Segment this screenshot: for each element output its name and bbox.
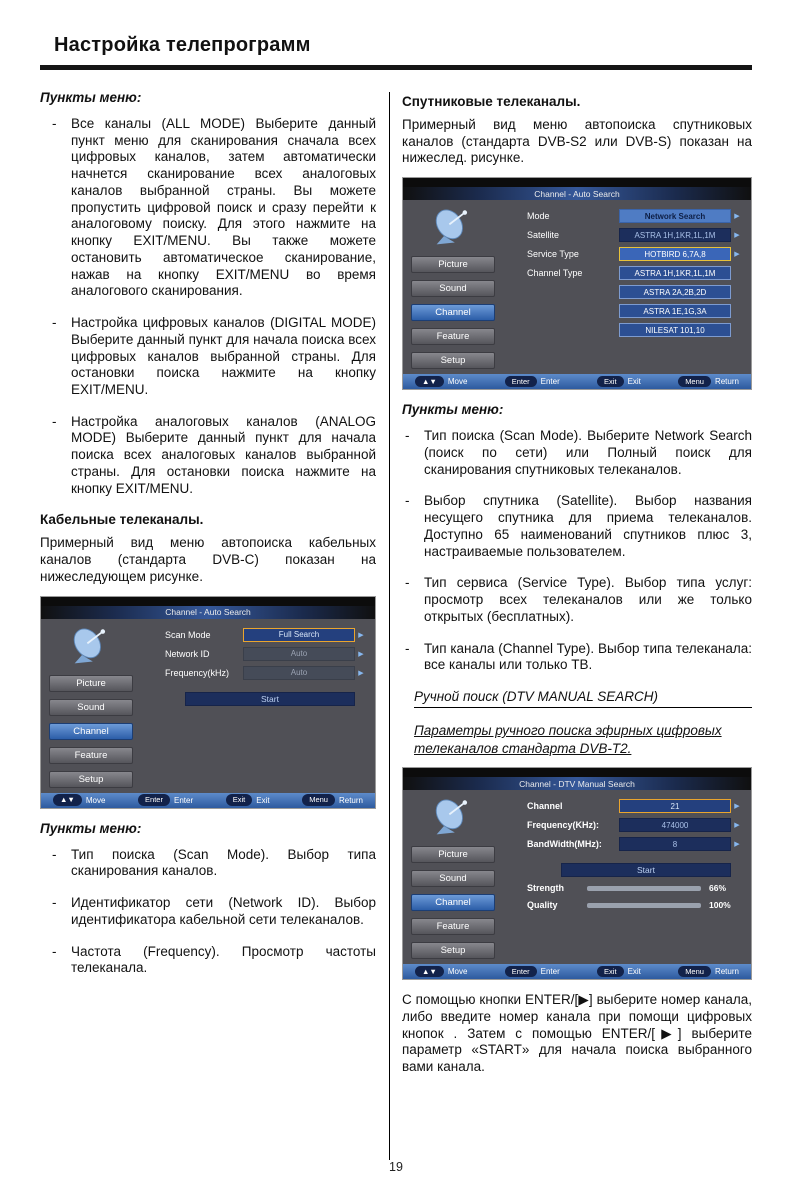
frequency-value[interactable]: 474000 bbox=[619, 818, 731, 832]
footer-enter bbox=[138, 794, 193, 806]
bullet-text: Выбор спутника (Satellite). Выбор названия несущего спутника для приема телеканалов. Доступно 65 наименований спутников плюс 3, настраиваемые пользователем. bbox=[424, 493, 752, 559]
row-start bbox=[503, 863, 743, 877]
bullet-text: Тип канала (Channel Type). Выбор типа телеканала: все каналы или только ТВ. bbox=[424, 640, 752, 673]
field-label: BandWidth(MHz): bbox=[527, 839, 602, 850]
list-item bbox=[402, 641, 752, 674]
tv-sidebar-feature[interactable]: Feature bbox=[49, 747, 133, 764]
dropdown-option[interactable]: ASTRA 1H,1KR,1L,1M bbox=[619, 266, 731, 280]
tv-sidebar-setup[interactable]: Setup bbox=[411, 942, 495, 959]
row-frequency bbox=[503, 818, 743, 832]
arrow-right-icon: ▶ bbox=[358, 631, 364, 639]
tv-top-strip bbox=[403, 768, 751, 777]
spacer bbox=[503, 856, 743, 863]
strength-label: Strength bbox=[527, 883, 564, 894]
list-item bbox=[40, 847, 376, 880]
tv-body bbox=[403, 200, 751, 374]
cable-intro: Примерный вид меню автопоиска кабельных каналов (стандарта DVB-C) показан на нижеследующем рисунке. bbox=[40, 535, 376, 584]
page-title: Настройка телепрограмм bbox=[54, 34, 311, 56]
tv-window-title bbox=[403, 187, 751, 200]
network-id-value[interactable]: Auto bbox=[243, 647, 355, 661]
screenshot-dtv-manual-search bbox=[402, 767, 752, 980]
footer-label: Enter bbox=[540, 377, 560, 387]
bullet-dash: - bbox=[52, 315, 57, 331]
menu-key-icon: Menu bbox=[678, 966, 711, 978]
tv-sidebar-feature[interactable]: Feature bbox=[411, 328, 495, 345]
list-item bbox=[402, 493, 752, 560]
menu-items-heading-3: Пункты меню: bbox=[402, 402, 504, 418]
bullet-dash: - bbox=[52, 116, 57, 131]
page-number: 19 bbox=[389, 1160, 403, 1174]
dropdown-row bbox=[503, 304, 743, 318]
list-item bbox=[40, 944, 376, 977]
cable-menu-list bbox=[40, 847, 376, 977]
channel-value[interactable]: 21 bbox=[619, 799, 731, 813]
row-start bbox=[141, 692, 367, 706]
footer-move bbox=[415, 376, 467, 388]
row-bandwidth bbox=[503, 837, 743, 851]
list-item bbox=[40, 895, 376, 928]
row-satellite bbox=[503, 228, 743, 242]
tv-sidebar-sound[interactable]: Sound bbox=[49, 699, 133, 716]
list-item bbox=[40, 315, 376, 399]
footer-label: Exit bbox=[627, 967, 641, 977]
manual-search-heading: Ручной поиск (DTV MANUAL SEARCH) bbox=[414, 689, 752, 708]
satellite-dish-icon bbox=[411, 207, 495, 249]
tv-content bbox=[141, 626, 367, 788]
bullet-text: Настройка цифровых каналов (DIGITAL MODE) Выберите данный пункт для начала поиска всех цифровых каналов выбранной страны. Для остановки поиска нажмите на кнопку EXIT/MENU. bbox=[71, 315, 376, 398]
footer-exit bbox=[597, 376, 641, 388]
footer-label: Move bbox=[447, 377, 468, 387]
field-label: Satellite bbox=[527, 230, 560, 241]
exit-key-icon: Exit bbox=[597, 966, 624, 978]
start-button[interactable]: Start bbox=[561, 863, 731, 877]
footer-enter bbox=[505, 376, 560, 388]
satellite-value[interactable]: ASTRA 1H,1KR,1L,1M bbox=[619, 228, 731, 242]
tv-sidebar bbox=[409, 207, 503, 369]
row-mode bbox=[503, 209, 743, 223]
list-item bbox=[402, 575, 752, 625]
screenshot-satellite-auto-search bbox=[402, 177, 752, 390]
tv-sidebar-feature[interactable]: Feature bbox=[411, 918, 495, 935]
row-channel-type bbox=[503, 266, 743, 280]
bullet-dash: - bbox=[52, 943, 57, 959]
bullet-text: Все каналы (ALL MODE) Выберите данный пункт меню для сканирования сначала всех цифровых каналов, затем автоматически начнется сканирование всех аналоговых каналов выбранной страны. Вы можете пропустить цифровой поиск и сразу перейти к аналоговому поиску. Для этого нажмите на кнопку EXIT/MENU. Вы также можете остановить автоматическое сканирование, нажав на кнопку EXIT/MENU во время аналогового сканирования. bbox=[71, 116, 376, 299]
footer-exit bbox=[597, 966, 641, 978]
tv-sidebar-sound[interactable]: Sound bbox=[411, 870, 495, 887]
footer-label: Exit bbox=[256, 795, 270, 805]
cable-heading: Кабельные телеканалы. bbox=[40, 512, 204, 528]
arrow-right-icon: ▶ bbox=[734, 841, 740, 849]
bullet-dash: - bbox=[405, 428, 410, 444]
arrow-right-icon: ▶ bbox=[734, 213, 740, 221]
dropdown-option[interactable]: ASTRA 2A,2B,2D bbox=[619, 285, 731, 299]
arrow-right-icon: ▶ bbox=[358, 650, 364, 658]
tv-footer bbox=[41, 793, 375, 808]
strength-percent: 66% bbox=[709, 883, 727, 894]
tv-footer bbox=[403, 374, 751, 389]
footer-label: Return bbox=[338, 795, 363, 805]
list-item bbox=[402, 428, 752, 478]
field-label: Scan Mode bbox=[165, 629, 211, 640]
row-quality bbox=[503, 900, 743, 910]
strength-bar bbox=[587, 886, 701, 891]
bullet-text: Частота (Frequency). Просмотр частоты телеканала. bbox=[71, 943, 376, 976]
bullet-dash: - bbox=[405, 575, 410, 591]
field-label: Service Type bbox=[527, 249, 579, 260]
bullet-text: Настройка аналоговых каналов (ANALOG MODE) Выберите данный пункт для начала поиска всех аналоговых каналов выбранной страны. Для остановки поиска нажмите на кнопку EXIT/MENU. bbox=[71, 413, 376, 496]
footer-label: Return bbox=[714, 967, 739, 977]
satellite-intro: Примерный вид меню автопоиска спутниковых каналов (стандарта DVB-S2 или DVB-S) показан на нижеслед. рисунке. bbox=[402, 117, 752, 166]
field-label: Channel bbox=[527, 801, 563, 812]
tv-sidebar-sound[interactable]: Sound bbox=[411, 280, 495, 297]
frequency-value[interactable]: Auto bbox=[243, 666, 355, 680]
quality-percent: 100% bbox=[709, 900, 731, 911]
tv-sidebar-channel[interactable]: Channel bbox=[49, 723, 133, 740]
tv-sidebar-channel[interactable]: Channel bbox=[411, 304, 495, 321]
spacer bbox=[141, 685, 367, 692]
row-network-id bbox=[141, 647, 367, 661]
footer-move bbox=[53, 794, 105, 806]
satellite-dish-icon bbox=[49, 626, 133, 668]
tv-body bbox=[403, 790, 751, 964]
updown-keys-icon: ▲▼ bbox=[415, 376, 444, 388]
page-header bbox=[40, 34, 752, 70]
satellite-dish-icon bbox=[411, 797, 495, 839]
row-strength bbox=[503, 883, 743, 893]
bullet-dash: - bbox=[405, 640, 410, 656]
tv-top-strip bbox=[403, 178, 751, 187]
tv-body bbox=[41, 619, 375, 793]
bullet-text: Тип сервиса (Service Type). Выбор типа услуг: просмотр всех телеканалов или же только открытых (бесплатных). bbox=[424, 575, 752, 624]
field-label: Mode bbox=[527, 211, 550, 222]
column-divider bbox=[389, 92, 390, 1160]
arrow-right-icon: ▶ bbox=[734, 251, 740, 259]
tv-sidebar-picture[interactable]: Picture bbox=[411, 256, 495, 273]
content-columns bbox=[40, 90, 752, 1190]
footer-menu bbox=[302, 794, 363, 806]
tv-window-title bbox=[41, 606, 375, 619]
tv-sidebar-setup[interactable]: Setup bbox=[411, 352, 495, 369]
enter-key-icon: Enter bbox=[505, 376, 537, 388]
left-column bbox=[40, 90, 376, 1190]
bullet-dash: - bbox=[405, 493, 410, 509]
tv-sidebar-picture[interactable]: Picture bbox=[49, 675, 133, 692]
field-label: Frequency(kHz) bbox=[165, 667, 230, 678]
row-service-type bbox=[503, 247, 743, 261]
list-item bbox=[40, 116, 376, 300]
arrow-right-icon: ▶ bbox=[734, 822, 740, 830]
footer-label: Move bbox=[85, 795, 106, 805]
right-column bbox=[402, 90, 752, 1190]
exit-key-icon: Exit bbox=[226, 794, 253, 806]
bandwidth-value[interactable]: 8 bbox=[619, 837, 731, 851]
dropdown-row bbox=[503, 323, 743, 337]
footer-label: Enter bbox=[173, 795, 194, 805]
closing-paragraph: С помощью кнопки ENTER/[▶] выберите номер канала, либо введите номер канала при помощи цифровых кнопок . Затем с помощью ENTER/[▶] выберите параметр «START» для начала поиска выбранного вами канала. bbox=[402, 992, 752, 1075]
quality-bar bbox=[587, 903, 701, 908]
exit-key-icon: Exit bbox=[597, 376, 624, 388]
dropdown-option[interactable]: ASTRA 1E,1G,3A bbox=[619, 304, 731, 318]
row-scan-mode bbox=[141, 628, 367, 642]
title-rule bbox=[40, 65, 752, 70]
tv-title-text: Channel - Auto Search bbox=[165, 607, 251, 618]
mode-value[interactable]: Network Search bbox=[619, 209, 731, 223]
tv-sidebar bbox=[409, 797, 503, 959]
scan-mode-value[interactable]: Full Search bbox=[243, 628, 355, 642]
enter-key-icon: Enter bbox=[505, 966, 537, 978]
quality-label: Quality bbox=[527, 900, 558, 911]
footer-label: Enter bbox=[540, 967, 560, 977]
tv-window-title bbox=[403, 777, 751, 790]
row-frequency bbox=[141, 666, 367, 680]
arrow-right-icon: ▶ bbox=[734, 232, 740, 240]
arrow-right-icon: ▶ bbox=[358, 669, 364, 677]
tv-content bbox=[503, 797, 743, 959]
tv-sidebar-channel[interactable]: Channel bbox=[411, 894, 495, 911]
row-channel bbox=[503, 799, 743, 813]
footer-menu bbox=[678, 966, 739, 978]
tv-content bbox=[503, 207, 743, 369]
tv-sidebar-picture[interactable]: Picture bbox=[411, 846, 495, 863]
enter-key-icon: Enter bbox=[138, 794, 170, 806]
arrow-right-icon: ▶ bbox=[734, 803, 740, 811]
tv-footer bbox=[403, 964, 751, 979]
footer-move bbox=[415, 966, 467, 978]
bullet-text: Тип поиска (Scan Mode). Выберите Network Search (поиск по сети) или Полный поиск для сканирования спутниковых телеканалов. bbox=[424, 428, 752, 477]
start-button[interactable]: Start bbox=[185, 692, 355, 706]
list-item bbox=[40, 414, 376, 498]
updown-keys-icon: ▲▼ bbox=[53, 794, 82, 806]
dropdown-option[interactable]: NILESAT 101,10 bbox=[619, 323, 731, 337]
menu-items-heading-1: Пункты меню: bbox=[40, 90, 142, 105]
updown-keys-icon: ▲▼ bbox=[415, 966, 444, 978]
bullet-text: Тип поиска (Scan Mode). Выбор типа сканирования каналов. bbox=[71, 846, 376, 879]
field-label: Frequency(KHz): bbox=[527, 820, 600, 831]
footer-menu bbox=[678, 376, 739, 388]
bullet-dash: - bbox=[52, 895, 57, 911]
footer-label: Move bbox=[447, 967, 468, 977]
footer-label: Exit bbox=[627, 377, 641, 387]
tv-title-text: Channel - Auto Search bbox=[534, 188, 620, 199]
tv-title-text: Channel - DTV Manual Search bbox=[519, 778, 635, 789]
footer-enter bbox=[505, 966, 560, 978]
field-label: Network ID bbox=[165, 648, 210, 659]
footer-label: Return bbox=[714, 377, 739, 387]
screenshot-cable-auto-search bbox=[40, 596, 376, 809]
tv-sidebar bbox=[47, 626, 141, 788]
dropdown-row bbox=[503, 285, 743, 299]
footer-exit bbox=[226, 794, 270, 806]
satellite-menu-list bbox=[402, 428, 752, 674]
bullet-text: Идентификатор сети (Network ID). Выбор идентификатора кабельной сети телеканалов. bbox=[71, 895, 376, 927]
all-mode-list bbox=[40, 116, 376, 497]
menu-key-icon: Menu bbox=[302, 794, 335, 806]
bullet-dash: - bbox=[52, 413, 57, 429]
field-label: Channel Type bbox=[527, 268, 583, 279]
tv-top-strip bbox=[41, 597, 375, 606]
dropdown-option-selected[interactable]: HOTBIRD 6,7A,8 bbox=[619, 247, 731, 261]
manual-search-subheading: Параметры ручного поиска эфирных цифровых телеканалов стандарта DVB-T2. bbox=[414, 723, 722, 756]
satellite-heading: Спутниковые телеканалы. bbox=[402, 94, 581, 109]
tv-sidebar-setup[interactable]: Setup bbox=[49, 771, 133, 788]
bullet-dash: - bbox=[52, 846, 57, 862]
menu-items-heading-2: Пункты меню: bbox=[40, 820, 142, 836]
menu-key-icon: Menu bbox=[678, 376, 711, 388]
